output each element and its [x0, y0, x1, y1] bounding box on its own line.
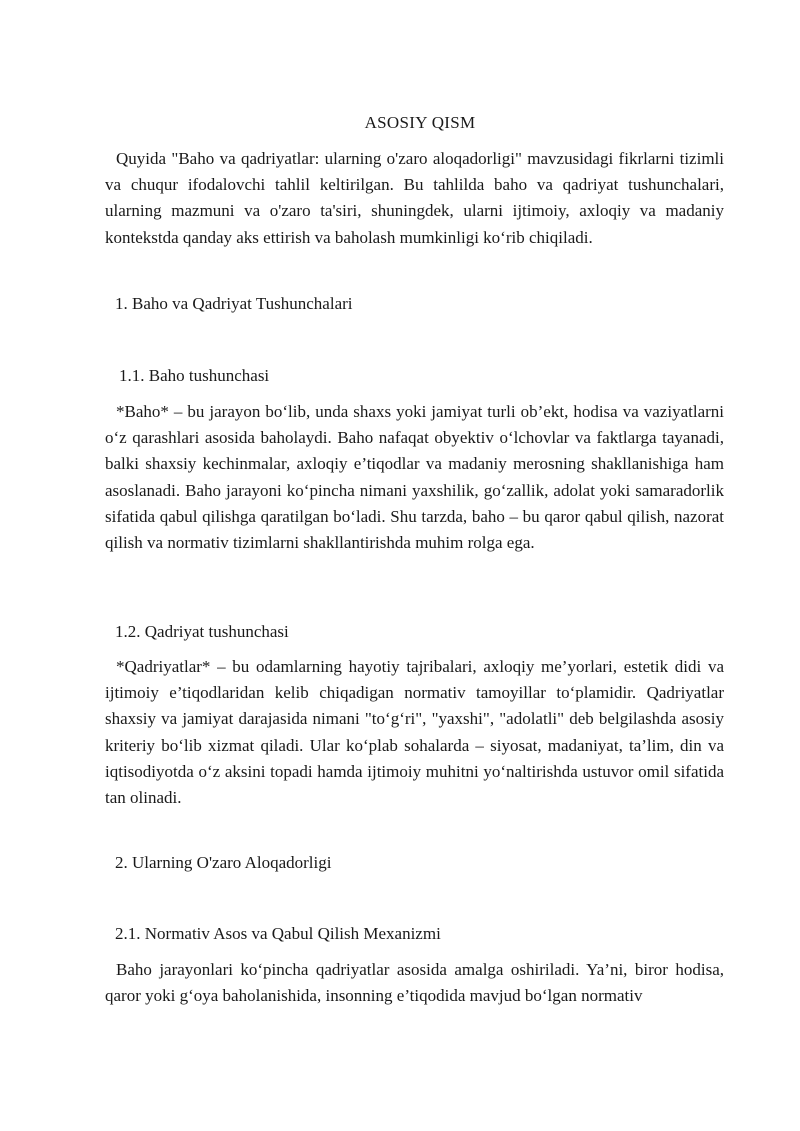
section-2-heading: 2. Ularning O'zaro Aloqadorligi — [115, 853, 332, 872]
section-1-2-text: *Qadriyatlar* – bu odamlarning hayotiy tajribalari, axloqiy me’yorlari, estetik didi va ijtimoiy e’tiqodlaridan kelib chiqadigan normativ tamoyillar to‘plamidir. Qadriyatlar shaxsiy va jamiyat darajasida nimani "to‘g‘ri", "yaxshi", "adolatli" deb belgilashda asosiy kriteriy bo‘lib xizmat qiladi. Ular ko‘plab sohalarda – siyosat, madaniyat, ta’lim, din va iqtisodiyotda o‘z aksini topadi hamda ijtimoiy muhitni yo‘naltirishda ustuvor omil sifatida tan olinadi. — [105, 657, 724, 808]
section-1-1-paragraph — [105, 399, 724, 556]
section-2-1-text: Baho jarayonlari ko‘pincha qadriyatlar asosida amalga oshiriladi. Ya’ni, biror hodisa, qaror yoki g‘oya baholanishida, insonning e’tiqodida mavjud bo‘lgan normativ — [105, 960, 724, 1006]
document-title: ASOSIY QISM — [364, 113, 476, 132]
section-1-heading: 1. Baho va Qadriyat Tushunchalari — [115, 294, 353, 313]
section-1-2-paragraph — [105, 654, 724, 811]
section-2-1-paragraph — [105, 957, 724, 1009]
section-1-1-text: *Baho* – bu jarayon bo‘lib, unda shaxs yoki jamiyat turli ob’ekt, hodisa va vaziyatlarni o‘z qarashlari asosida baholaydi. Baho nafaqat obyektiv o‘lchovlar va faktlarga tayanadi, balki shaxsiy kechinmalar, axloqiy e’tiqodlar va madaniy merosning shakllanishiga ham asoslanadi. Baho jarayoni ko‘pincha nimani yaxshilik, go‘zallik, adolat yoki samaradorlik sifatida qabul qilishga qaratilgan bo‘ladi. Shu tarzda, baho – bu qaror qabul qilish, nazorat qilish va normativ tizimlarni shakllantirishda muhim rolga ega. — [105, 402, 724, 553]
section-1-2-heading: 1.2. Qadriyat tushunchasi — [115, 622, 289, 641]
intro-paragraph — [105, 146, 724, 251]
section-2-1-heading: 2.1. Normativ Asos va Qabul Qilish Mexanizmi — [115, 924, 441, 943]
intro-text: Quyida "Baho va qadriyatlar: ularning o'zaro aloqadorligi" mavzusidagi fikrlarni tizimli va chuqur ifodalovchi tahlil keltirilgan. Bu tahlilda baho va qadriyat tushunchalari, ularning mazmuni va o'zaro ta'siri, shuningdek, ularni ijtimoiy, axloqiy va madaniy kontekstda qanday aks ettirish va baholash mumkinligi ko‘rib chiqiladi. — [105, 149, 724, 247]
section-1-1-heading: 1.1. Baho tushunchasi — [119, 366, 270, 385]
